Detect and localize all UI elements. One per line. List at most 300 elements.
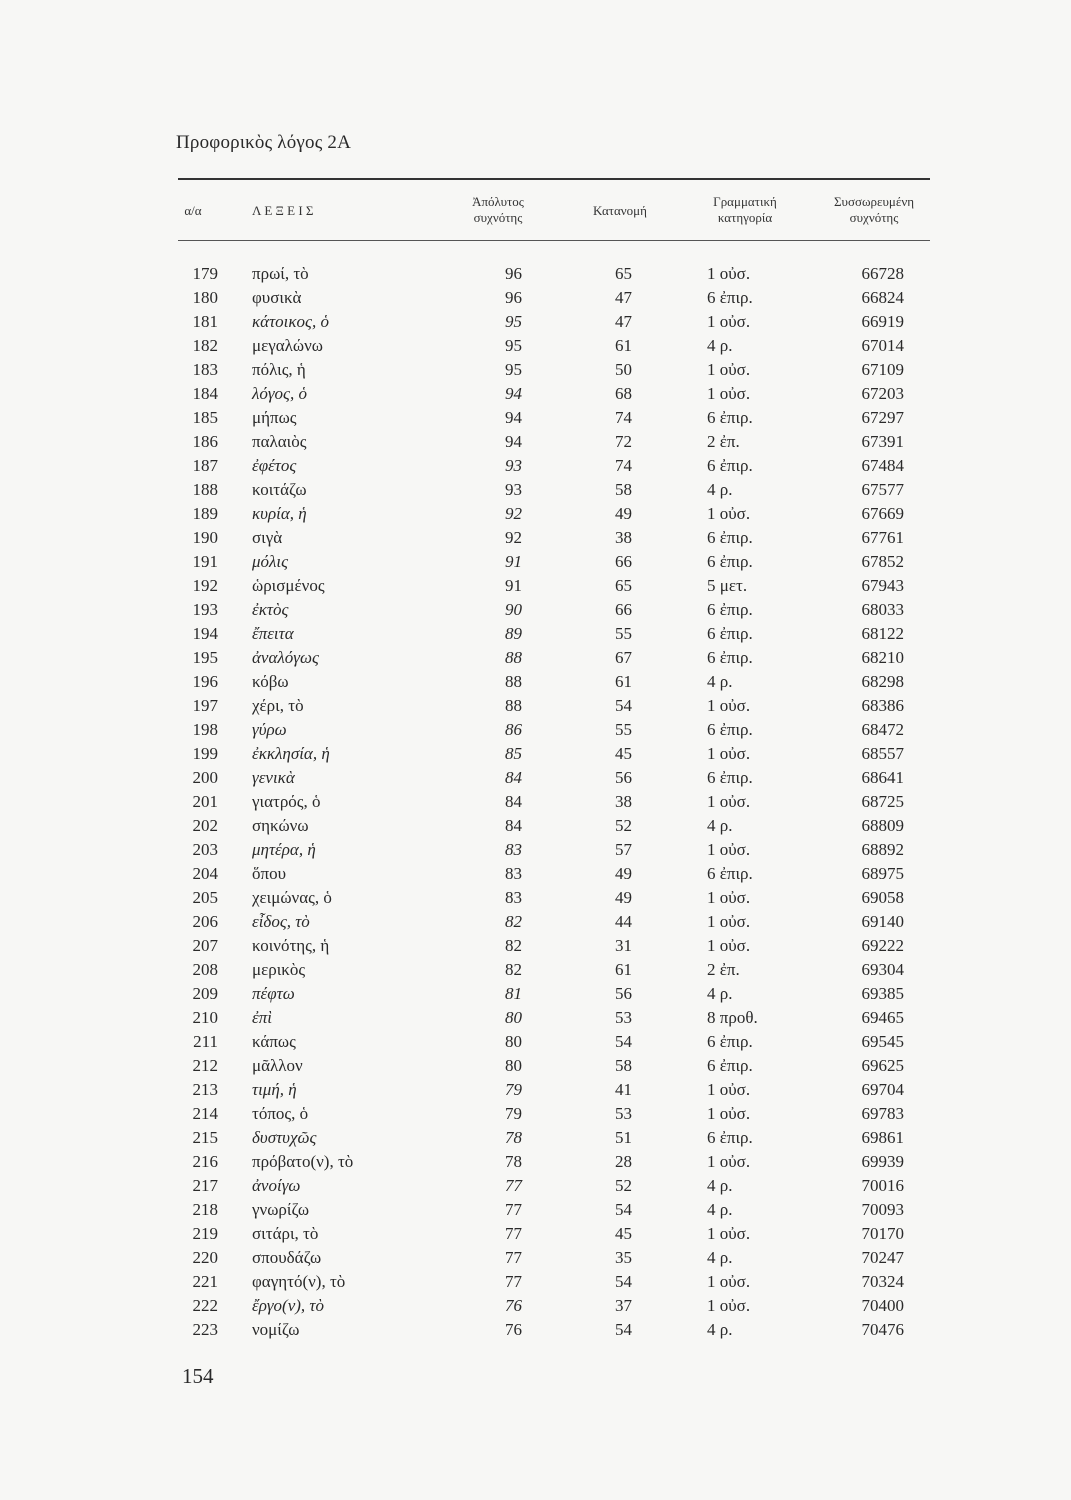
row-category: 1 οὐσ. [707, 1224, 751, 1243]
row-distribution: 28 [615, 1152, 632, 1171]
row-category: 1 οὐσ. [707, 1080, 751, 1099]
row-cumulative-frequency: 68298 [861, 672, 904, 691]
row-category: 1 οὐσ. [707, 1272, 751, 1291]
row-index: 203 [192, 840, 218, 859]
row-absolute-frequency: 92 [505, 528, 522, 547]
table-row [0, 958, 1071, 982]
row-distribution: 53 [615, 1104, 632, 1123]
row-distribution: 51 [615, 1128, 632, 1147]
table-row [0, 886, 1071, 910]
row-absolute-frequency: 83 [505, 888, 522, 907]
row-distribution: 55 [615, 720, 632, 739]
table-row [0, 550, 1071, 574]
row-absolute-frequency: 93 [505, 480, 522, 499]
row-distribution: 35 [615, 1248, 632, 1267]
row-index: 211 [193, 1032, 218, 1051]
row-cumulative-frequency: 67014 [861, 336, 904, 355]
row-absolute-frequency: 93 [505, 456, 522, 475]
row-distribution: 47 [615, 288, 632, 307]
table-row [0, 766, 1071, 790]
table-row [0, 742, 1071, 766]
row-index: 199 [192, 744, 218, 763]
row-absolute-frequency: 88 [505, 648, 522, 667]
row-absolute-frequency: 83 [505, 864, 522, 883]
table-row [0, 406, 1071, 430]
row-distribution: 61 [615, 336, 632, 355]
table-row [0, 694, 1071, 718]
table-row [0, 1054, 1071, 1078]
row-cumulative-frequency: 68975 [861, 864, 904, 883]
row-word: πόλις, ἡ [252, 360, 306, 379]
row-word: μᾶλλον [252, 1056, 303, 1075]
row-distribution: 61 [615, 960, 632, 979]
table-row [0, 598, 1071, 622]
row-word: κοινότης, ἡ [252, 936, 330, 955]
row-distribution: 49 [615, 504, 632, 523]
row-cumulative-frequency: 70016 [861, 1176, 904, 1195]
row-cumulative-frequency: 69545 [861, 1032, 904, 1051]
row-distribution: 67 [615, 648, 632, 667]
header-words: Λ Ε Ξ Ε Ι Σ [252, 203, 314, 218]
row-absolute-frequency: 76 [505, 1320, 522, 1339]
row-word: ἔργο(ν), τὸ [252, 1296, 325, 1315]
row-word: χειμώνας, ὁ [252, 888, 332, 907]
row-index: 182 [192, 336, 218, 355]
row-word: σπουδάζω [252, 1248, 322, 1267]
row-cumulative-frequency: 67761 [861, 528, 904, 547]
row-distribution: 54 [615, 1320, 632, 1339]
row-index: 202 [192, 816, 218, 835]
row-absolute-frequency: 91 [505, 552, 522, 571]
row-cumulative-frequency: 69861 [861, 1128, 904, 1147]
row-word: δυστυχῶς [252, 1128, 317, 1147]
row-category: 6 ἐπιρ. [707, 768, 753, 787]
row-category: 1 οὐσ. [707, 1296, 751, 1315]
row-category: 5 μετ. [707, 576, 748, 595]
row-absolute-frequency: 95 [505, 312, 522, 331]
row-cumulative-frequency: 68122 [861, 624, 904, 643]
table-row [0, 1150, 1071, 1174]
row-category: 1 οὐσ. [707, 936, 751, 955]
row-absolute-frequency: 76 [505, 1296, 522, 1315]
row-category: 6 ἐπιρ. [707, 1056, 753, 1075]
row-distribution: 68 [615, 384, 632, 403]
row-absolute-frequency: 83 [505, 840, 522, 859]
row-word: ὡρισμένος [252, 576, 325, 595]
table-row [0, 910, 1071, 934]
header-cumulative-frequency-line1: Συσσωρευμένη [833, 194, 915, 209]
row-cumulative-frequency: 68386 [861, 696, 904, 715]
table-row [0, 1198, 1071, 1222]
row-index: 195 [192, 648, 218, 667]
row-distribution: 49 [615, 888, 632, 907]
row-word: παλαιὸς [252, 432, 307, 451]
row-distribution: 65 [615, 264, 632, 283]
row-index: 191 [192, 552, 218, 571]
row-cumulative-frequency: 69465 [861, 1008, 904, 1027]
row-index: 192 [192, 576, 218, 595]
row-word: μήπως [252, 408, 297, 427]
row-distribution: 37 [615, 1296, 632, 1315]
table-row [0, 934, 1071, 958]
row-index: 214 [192, 1104, 218, 1123]
row-absolute-frequency: 96 [505, 288, 522, 307]
frequency-table-body [0, 262, 1071, 1342]
row-cumulative-frequency: 66919 [861, 312, 904, 331]
row-cumulative-frequency: 69939 [861, 1152, 904, 1171]
row-index: 193 [192, 600, 218, 619]
row-cumulative-frequency: 67203 [861, 384, 904, 403]
row-index: 208 [192, 960, 218, 979]
row-cumulative-frequency: 70324 [861, 1272, 904, 1291]
row-category: 8 προθ. [707, 1008, 758, 1027]
header-cumulative-frequency-line2: συχνότης [849, 210, 899, 225]
row-word: μεγαλώνω [252, 336, 323, 355]
row-distribution: 31 [615, 936, 632, 955]
row-distribution: 38 [615, 792, 632, 811]
row-index: 185 [192, 408, 218, 427]
row-absolute-frequency: 80 [505, 1008, 522, 1027]
row-index: 181 [192, 312, 218, 331]
row-word: κάτοικος, ὁ [252, 312, 329, 331]
row-absolute-frequency: 79 [505, 1104, 522, 1123]
row-cumulative-frequency: 68557 [861, 744, 904, 763]
row-absolute-frequency: 82 [505, 912, 522, 931]
row-category: 6 ἐπιρ. [707, 528, 753, 547]
row-cumulative-frequency: 66824 [861, 288, 904, 307]
row-cumulative-frequency: 66728 [861, 264, 904, 283]
row-cumulative-frequency: 68641 [861, 768, 904, 787]
row-word: μητέρα, ἡ [252, 840, 316, 859]
row-category: 4 ρ. [707, 1176, 733, 1195]
table-row [0, 478, 1071, 502]
row-index: 209 [192, 984, 218, 1003]
row-distribution: 65 [615, 576, 632, 595]
row-cumulative-frequency: 68472 [861, 720, 904, 739]
header-cumulative-frequency [818, 194, 930, 226]
row-distribution: 72 [615, 432, 632, 451]
row-absolute-frequency: 91 [505, 576, 522, 595]
row-index: 221 [192, 1272, 218, 1291]
row-index: 201 [192, 792, 218, 811]
header-absolute-frequency-line1: Ἀπόλυτος [472, 194, 524, 209]
row-word: πρόβατο(ν), τὸ [252, 1152, 354, 1171]
row-absolute-frequency: 84 [505, 816, 522, 835]
row-absolute-frequency: 77 [505, 1272, 522, 1291]
row-index: 217 [192, 1176, 218, 1195]
row-word: ἐκκλησία, ἡ [252, 744, 330, 763]
row-absolute-frequency: 77 [505, 1224, 522, 1243]
row-index: 188 [192, 480, 218, 499]
row-category: 6 ἐπιρ. [707, 288, 753, 307]
row-absolute-frequency: 77 [505, 1176, 522, 1195]
row-distribution: 56 [615, 984, 632, 1003]
row-distribution: 58 [615, 480, 632, 499]
row-distribution: 61 [615, 672, 632, 691]
row-index: 183 [192, 360, 218, 379]
row-word: λόγος, ὁ [252, 384, 307, 403]
row-cumulative-frequency: 67484 [861, 456, 904, 475]
table-row [0, 262, 1071, 286]
row-category: 2 ἐπ. [707, 960, 740, 979]
row-word: γνωρίζω [252, 1200, 310, 1219]
row-word: τόπος, ὁ [252, 1104, 309, 1123]
row-index: 215 [192, 1128, 218, 1147]
row-category: 1 οὐσ. [707, 504, 751, 523]
row-category: 1 οὐσ. [707, 888, 751, 907]
table-row [0, 718, 1071, 742]
row-distribution: 74 [615, 456, 632, 475]
row-category: 6 ἐπιρ. [707, 1128, 753, 1147]
header-grammatical-category-line1: Γραμματική [713, 194, 777, 209]
row-absolute-frequency: 94 [505, 384, 522, 403]
row-category: 1 οὐσ. [707, 264, 751, 283]
table-row [0, 310, 1071, 334]
row-absolute-frequency: 95 [505, 360, 522, 379]
row-cumulative-frequency: 68725 [861, 792, 904, 811]
row-distribution: 58 [615, 1056, 632, 1075]
header-distribution: Κατανομή [593, 203, 647, 218]
table-row [0, 454, 1071, 478]
table-row [0, 526, 1071, 550]
row-absolute-frequency: 82 [505, 936, 522, 955]
row-absolute-frequency: 96 [505, 264, 522, 283]
row-index: 223 [192, 1320, 218, 1339]
row-category: 4 ρ. [707, 984, 733, 1003]
row-distribution: 38 [615, 528, 632, 547]
row-word: φυσικὰ [252, 288, 302, 307]
table-row [0, 1318, 1071, 1342]
row-distribution: 44 [615, 912, 632, 931]
row-distribution: 50 [615, 360, 632, 379]
table-row [0, 1270, 1071, 1294]
row-cumulative-frequency: 70247 [861, 1248, 904, 1267]
row-index: 198 [192, 720, 218, 739]
row-distribution: 74 [615, 408, 632, 427]
row-word: γύρω [252, 720, 287, 739]
row-cumulative-frequency: 67852 [861, 552, 904, 571]
table-row [0, 1006, 1071, 1030]
row-category: 6 ἐπιρ. [707, 864, 753, 883]
row-category: 1 οὐσ. [707, 792, 751, 811]
table-row [0, 1102, 1071, 1126]
row-distribution: 54 [615, 1200, 632, 1219]
row-cumulative-frequency: 68033 [861, 600, 904, 619]
table-header-rule [178, 240, 930, 241]
table-row [0, 286, 1071, 310]
row-index: 186 [192, 432, 218, 451]
row-word: εἶδος, τὸ [252, 912, 310, 931]
row-word: γιατρός, ὁ [252, 792, 321, 811]
row-category: 6 ἐπιρ. [707, 552, 753, 571]
row-word: σηκώνω [252, 816, 309, 835]
row-index: 189 [192, 504, 218, 523]
row-distribution: 45 [615, 744, 632, 763]
row-index: 204 [192, 864, 218, 883]
table-row [0, 790, 1071, 814]
row-category: 4 ρ. [707, 480, 733, 499]
row-cumulative-frequency: 68809 [861, 816, 904, 835]
header-grammatical-category [690, 194, 800, 226]
row-index: 187 [192, 456, 218, 475]
page-number: 154 [182, 1364, 214, 1388]
row-word: ἔπειτα [252, 624, 294, 643]
row-index: 196 [192, 672, 218, 691]
row-index: 212 [192, 1056, 218, 1075]
row-category: 1 οὐσ. [707, 696, 751, 715]
row-absolute-frequency: 90 [505, 600, 522, 619]
row-absolute-frequency: 89 [505, 624, 522, 643]
row-word: φαγητό(ν), τὸ [252, 1272, 346, 1291]
table-row [0, 1222, 1071, 1246]
row-category: 6 ἐπιρ. [707, 648, 753, 667]
row-word: τιμή, ἡ [252, 1080, 297, 1099]
table-row [0, 838, 1071, 862]
row-distribution: 45 [615, 1224, 632, 1243]
header-index: α/α [184, 203, 202, 218]
row-distribution: 54 [615, 1272, 632, 1291]
page-title: Προφορικὸς λόγος 2Α [176, 132, 352, 153]
row-word: σιτάρι, τὸ [252, 1224, 319, 1243]
row-absolute-frequency: 82 [505, 960, 522, 979]
row-index: 197 [192, 696, 218, 715]
row-index: 184 [192, 384, 218, 403]
row-distribution: 49 [615, 864, 632, 883]
table-row [0, 358, 1071, 382]
row-absolute-frequency: 81 [505, 984, 522, 1003]
row-category: 6 ἐπιρ. [707, 456, 753, 475]
row-category: 4 ρ. [707, 672, 733, 691]
row-word: γενικὰ [252, 768, 295, 787]
row-category: 6 ἐπιρ. [707, 624, 753, 643]
row-cumulative-frequency: 69625 [861, 1056, 904, 1075]
header-absolute-frequency-line2: συχνότης [473, 210, 523, 225]
row-distribution: 47 [615, 312, 632, 331]
row-category: 1 οὐσ. [707, 1152, 751, 1171]
row-cumulative-frequency: 69385 [861, 984, 904, 1003]
row-absolute-frequency: 80 [505, 1032, 522, 1051]
row-cumulative-frequency: 69058 [861, 888, 904, 907]
row-category: 6 ἐπιρ. [707, 408, 753, 427]
row-cumulative-frequency: 70093 [861, 1200, 904, 1219]
row-index: 207 [192, 936, 218, 955]
table-row [0, 1174, 1071, 1198]
row-cumulative-frequency: 67577 [861, 480, 904, 499]
row-cumulative-frequency: 69704 [861, 1080, 904, 1099]
row-category: 4 ρ. [707, 1320, 733, 1339]
row-word: ἀνοίγω [252, 1176, 301, 1195]
table-row [0, 1294, 1071, 1318]
row-word: ἐκτὸς [252, 600, 289, 619]
row-absolute-frequency: 80 [505, 1056, 522, 1075]
row-absolute-frequency: 94 [505, 408, 522, 427]
header-grammatical-category-line2: κατηγορία [717, 210, 773, 225]
row-cumulative-frequency: 67391 [861, 432, 904, 451]
row-absolute-frequency: 84 [505, 768, 522, 787]
row-distribution: 52 [615, 816, 632, 835]
table-row [0, 382, 1071, 406]
table-row [0, 862, 1071, 886]
row-distribution: 53 [615, 1008, 632, 1027]
row-word: μόλις [252, 552, 289, 571]
row-distribution: 54 [615, 696, 632, 715]
row-distribution: 41 [615, 1080, 632, 1099]
row-absolute-frequency: 78 [505, 1152, 522, 1171]
row-absolute-frequency: 84 [505, 792, 522, 811]
table-row [0, 334, 1071, 358]
row-index: 190 [192, 528, 218, 547]
row-category: 1 οὐσ. [707, 1104, 751, 1123]
row-word: κοιτάζω [252, 480, 307, 499]
row-absolute-frequency: 79 [505, 1080, 522, 1099]
table-row [0, 646, 1071, 670]
table-row [0, 502, 1071, 526]
row-index: 180 [192, 288, 218, 307]
row-category: 2 ἐπ. [707, 432, 740, 451]
row-category: 4 ρ. [707, 1200, 733, 1219]
row-word: ἐπὶ [252, 1008, 272, 1027]
row-cumulative-frequency: 68210 [861, 648, 904, 667]
row-category: 1 οὐσ. [707, 912, 751, 931]
row-absolute-frequency: 92 [505, 504, 522, 523]
row-category: 4 ρ. [707, 816, 733, 835]
row-cumulative-frequency: 70476 [861, 1320, 904, 1339]
row-index: 210 [192, 1008, 218, 1027]
row-word: πρωί, τὸ [252, 264, 309, 283]
row-category: 1 οὐσ. [707, 840, 751, 859]
table-row [0, 1246, 1071, 1270]
row-absolute-frequency: 85 [505, 744, 522, 763]
row-category: 6 ἐπιρ. [707, 720, 753, 739]
row-category: 6 ἐπιρ. [707, 1032, 753, 1051]
row-index: 218 [192, 1200, 218, 1219]
row-category: 1 οὐσ. [707, 360, 751, 379]
row-word: κάπως [252, 1032, 296, 1051]
row-cumulative-frequency: 67943 [861, 576, 904, 595]
row-index: 222 [192, 1296, 218, 1315]
table-row [0, 1078, 1071, 1102]
row-distribution: 66 [615, 552, 632, 571]
row-cumulative-frequency: 70170 [861, 1224, 904, 1243]
row-cumulative-frequency: 69140 [861, 912, 904, 931]
row-index: 179 [192, 264, 218, 283]
row-word: μερικὸς [252, 960, 306, 979]
row-category: 1 οὐσ. [707, 744, 751, 763]
row-category: 1 οὐσ. [707, 312, 751, 331]
row-word: ἀναλόγως [252, 648, 319, 667]
row-word: νομίζω [252, 1320, 300, 1339]
row-cumulative-frequency: 67109 [861, 360, 904, 379]
table-row [0, 1126, 1071, 1150]
row-cumulative-frequency: 70400 [861, 1296, 904, 1315]
row-category: 1 οὐσ. [707, 384, 751, 403]
row-word: κόβω [252, 672, 289, 691]
row-cumulative-frequency: 67297 [861, 408, 904, 427]
row-word: κυρία, ἡ [252, 504, 307, 523]
row-cumulative-frequency: 69304 [861, 960, 904, 979]
row-absolute-frequency: 95 [505, 336, 522, 355]
row-index: 205 [192, 888, 218, 907]
row-index: 216 [192, 1152, 218, 1171]
row-cumulative-frequency: 69783 [861, 1104, 904, 1123]
table-row [0, 814, 1071, 838]
table-top-rule [178, 178, 930, 180]
row-index: 200 [192, 768, 218, 787]
table-row [0, 1030, 1071, 1054]
row-distribution: 57 [615, 840, 632, 859]
table-row [0, 430, 1071, 454]
header-absolute-frequency [448, 194, 548, 226]
